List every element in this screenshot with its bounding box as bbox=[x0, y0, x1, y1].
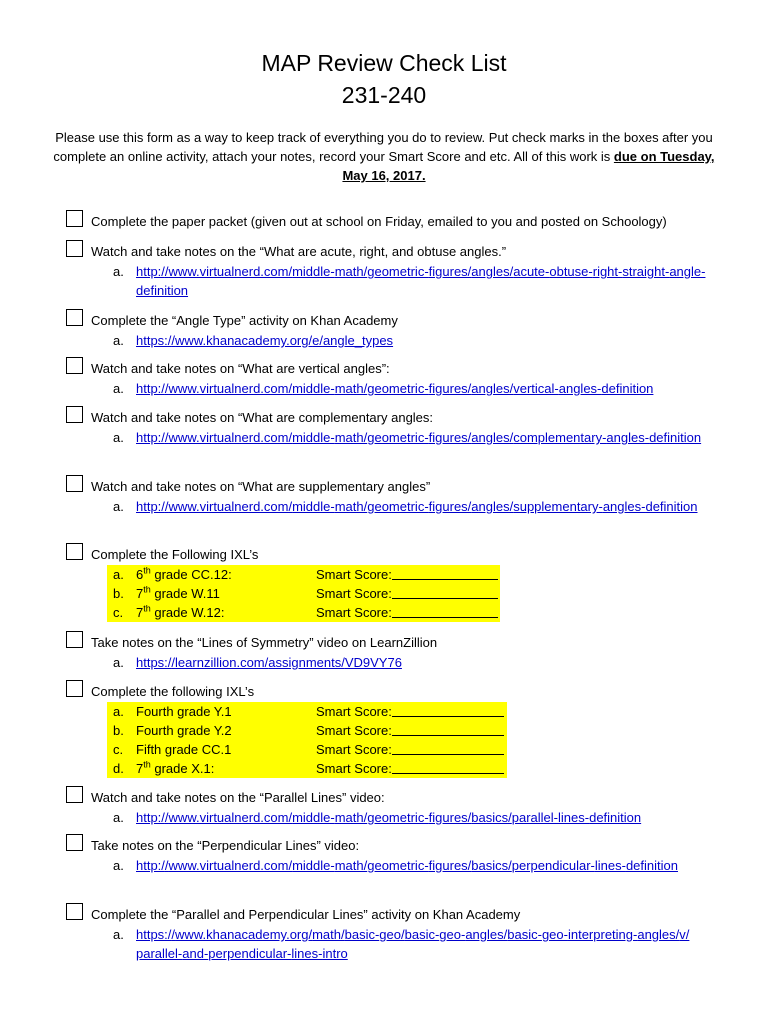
item-text: Watch and take notes on the “Parallel Lines” video: bbox=[91, 790, 385, 805]
smart-score-label: Smart Score: bbox=[316, 742, 392, 757]
resource-link[interactable]: http://www.virtualnerd.com/middle-math/geometric-figures/angles/vertical-angles-definition bbox=[136, 381, 654, 396]
checkbox[interactable] bbox=[66, 680, 83, 697]
checklist-item bbox=[66, 357, 746, 398]
resource-link[interactable]: http://www.virtualnerd.com/middle-math/geometric-figures/basics/parallel-lines-definition bbox=[136, 810, 642, 825]
resource-link[interactable]: http://www.virtualnerd.com/middle-math/geometric-figures/basics/perpendicular-lines-definition bbox=[136, 858, 678, 873]
resource-link[interactable]: http://www.virtualnerd.com/middle-math/geometric-figures/angles/complementary-angles-definition bbox=[136, 430, 702, 445]
list-label: a. bbox=[113, 567, 124, 582]
skill-code: grade X.1: bbox=[150, 761, 215, 776]
item-text: Watch and take notes on “What are vertical angles”: bbox=[91, 361, 390, 376]
resource-link[interactable]: https://www.khanacademy.org/math/basic-geo/basic-geo-angles/basic-geo-interpreting-angles/v/parallel-and-perpendicular-lines-intro bbox=[136, 927, 690, 961]
ixl-skill bbox=[136, 603, 224, 622]
list-label: a. bbox=[113, 704, 124, 719]
instructions-text: Please use this form as a way to keep track of everything you do to review. Put check marks in the boxes after you complete an online activity, attach your notes, record your Smart Score and etc. All of this work is bbox=[53, 130, 713, 164]
smart-score-blank[interactable] bbox=[392, 702, 504, 717]
ixl-row bbox=[107, 721, 507, 740]
list-label: a. bbox=[113, 499, 124, 514]
list-label: a. bbox=[113, 858, 124, 873]
checkbox[interactable] bbox=[66, 631, 83, 648]
checkbox[interactable] bbox=[66, 475, 83, 492]
checklist-item bbox=[66, 240, 746, 300]
ixl-skill bbox=[136, 584, 220, 603]
skill-grade: Fourth grade Y.2 bbox=[136, 723, 232, 738]
checklist-item bbox=[66, 834, 746, 875]
list-label: a. bbox=[113, 927, 124, 942]
checklist-item bbox=[66, 475, 746, 516]
skill-grade: 7 bbox=[136, 586, 144, 601]
item-text: Take notes on the “Lines of Symmetry” video on LearnZillion bbox=[91, 635, 438, 650]
ordinal: th bbox=[143, 603, 151, 614]
checkbox[interactable] bbox=[66, 834, 83, 851]
skill-grade: Fifth grade CC.1 bbox=[136, 742, 232, 757]
ixl-row bbox=[107, 584, 500, 603]
resource-link[interactable]: https://learnzillion.com/assignments/VD9VY76 bbox=[136, 655, 402, 670]
item-text: Watch and take notes on “What are complementary angles: bbox=[91, 410, 434, 425]
skill-code: grade W.11 bbox=[150, 586, 220, 601]
list-label: d. bbox=[113, 761, 124, 776]
checklist-item bbox=[66, 631, 746, 672]
smart-score-label: Smart Score: bbox=[316, 586, 392, 601]
ixl-skill bbox=[136, 702, 232, 721]
item-text: Complete the “Parallel and Perpendicular Lines” activity on Khan Academy bbox=[91, 907, 521, 922]
checkbox[interactable] bbox=[66, 210, 83, 227]
list-label: a. bbox=[113, 381, 124, 396]
item-text: Complete the following IXL’s bbox=[91, 684, 255, 699]
checkbox[interactable] bbox=[66, 903, 83, 920]
resource-link[interactable]: https://www.khanacademy.org/e/angle_types bbox=[136, 333, 394, 348]
item-text: Complete the Following IXL’s bbox=[91, 547, 259, 562]
item-text: Watch and take notes on the “What are acute, right, and obtuse angles.” bbox=[91, 244, 507, 259]
ixl-row bbox=[107, 565, 500, 584]
smart-score-label: Smart Score: bbox=[316, 761, 392, 776]
checkbox[interactable] bbox=[66, 543, 83, 560]
checkbox[interactable] bbox=[66, 240, 83, 257]
checklist-item bbox=[66, 543, 746, 622]
smart-score-blank[interactable] bbox=[392, 603, 498, 618]
list-label: b. bbox=[113, 586, 124, 601]
smart-score-blank[interactable] bbox=[392, 759, 504, 774]
item-text: Take notes on the “Perpendicular Lines” video: bbox=[91, 838, 360, 853]
ixl-row bbox=[107, 759, 507, 778]
smart-score-label: Smart Score: bbox=[316, 723, 392, 738]
ixl-row bbox=[107, 740, 507, 759]
item-text: Complete the “Angle Type” activity on Khan Academy bbox=[91, 313, 398, 328]
checkbox[interactable] bbox=[66, 406, 83, 423]
page-subtitle: 231-240 bbox=[341, 82, 427, 108]
list-label: b. bbox=[113, 723, 124, 738]
checklist-item bbox=[66, 406, 746, 447]
smart-score-blank[interactable] bbox=[392, 584, 498, 599]
list-label: c. bbox=[113, 605, 124, 620]
checkbox[interactable] bbox=[66, 309, 83, 326]
checklist-item bbox=[66, 903, 746, 963]
list-label: a. bbox=[113, 810, 124, 825]
list-label: a. bbox=[113, 655, 124, 670]
ordinal: th bbox=[143, 759, 151, 770]
resource-link[interactable]: http://www.virtualnerd.com/middle-math/geometric-figures/angles/supplementary-angles-definition bbox=[136, 499, 698, 514]
smart-score-blank[interactable] bbox=[392, 740, 504, 755]
smart-score-label: Smart Score: bbox=[316, 704, 392, 719]
ixl-skill bbox=[136, 721, 232, 740]
smart-score-label: Smart Score: bbox=[316, 605, 392, 620]
checkbox[interactable] bbox=[66, 786, 83, 803]
ordinal: th bbox=[143, 584, 151, 595]
checkbox[interactable] bbox=[66, 357, 83, 374]
item-text: Complete the paper packet (given out at school on Friday, emailed to you and posted on Schoology) bbox=[91, 214, 667, 229]
checklist-item bbox=[66, 309, 746, 350]
ixl-skill bbox=[136, 565, 232, 584]
list-label: c. bbox=[113, 742, 124, 757]
ixl-row bbox=[107, 702, 507, 721]
list-label: a. bbox=[113, 333, 124, 348]
skill-code: grade CC.12: bbox=[150, 567, 232, 582]
smart-score-blank[interactable] bbox=[392, 565, 498, 580]
smart-score-blank[interactable] bbox=[392, 721, 504, 736]
checklist-item bbox=[66, 680, 746, 778]
item-text: Watch and take notes on “What are supplementary angles” bbox=[91, 479, 431, 494]
ixl-row bbox=[107, 603, 500, 622]
ixl-skill bbox=[136, 759, 214, 778]
resource-link[interactable]: http://www.virtualnerd.com/middle-math/geometric-figures/angles/acute-obtuse-right-straight-angle-definition bbox=[136, 264, 706, 298]
checklist-item bbox=[66, 786, 746, 827]
skill-grade: Fourth grade Y.1 bbox=[136, 704, 232, 719]
checklist-item bbox=[66, 210, 746, 232]
list-label: a. bbox=[113, 264, 124, 279]
page-title: MAP Review Check List bbox=[261, 50, 507, 76]
skill-code: grade W.12: bbox=[150, 605, 225, 620]
skill-grade: 6 bbox=[136, 567, 144, 582]
skill-grade: 7 bbox=[136, 605, 144, 620]
ordinal: th bbox=[143, 565, 151, 576]
skill-grade: 7 bbox=[136, 761, 144, 776]
smart-score-label: Smart Score: bbox=[316, 567, 392, 582]
instructions bbox=[40, 128, 728, 185]
list-label: a. bbox=[113, 430, 124, 445]
ixl-skill bbox=[136, 740, 231, 759]
due-date: due on Tuesday, May 16, 2017. bbox=[342, 149, 715, 183]
